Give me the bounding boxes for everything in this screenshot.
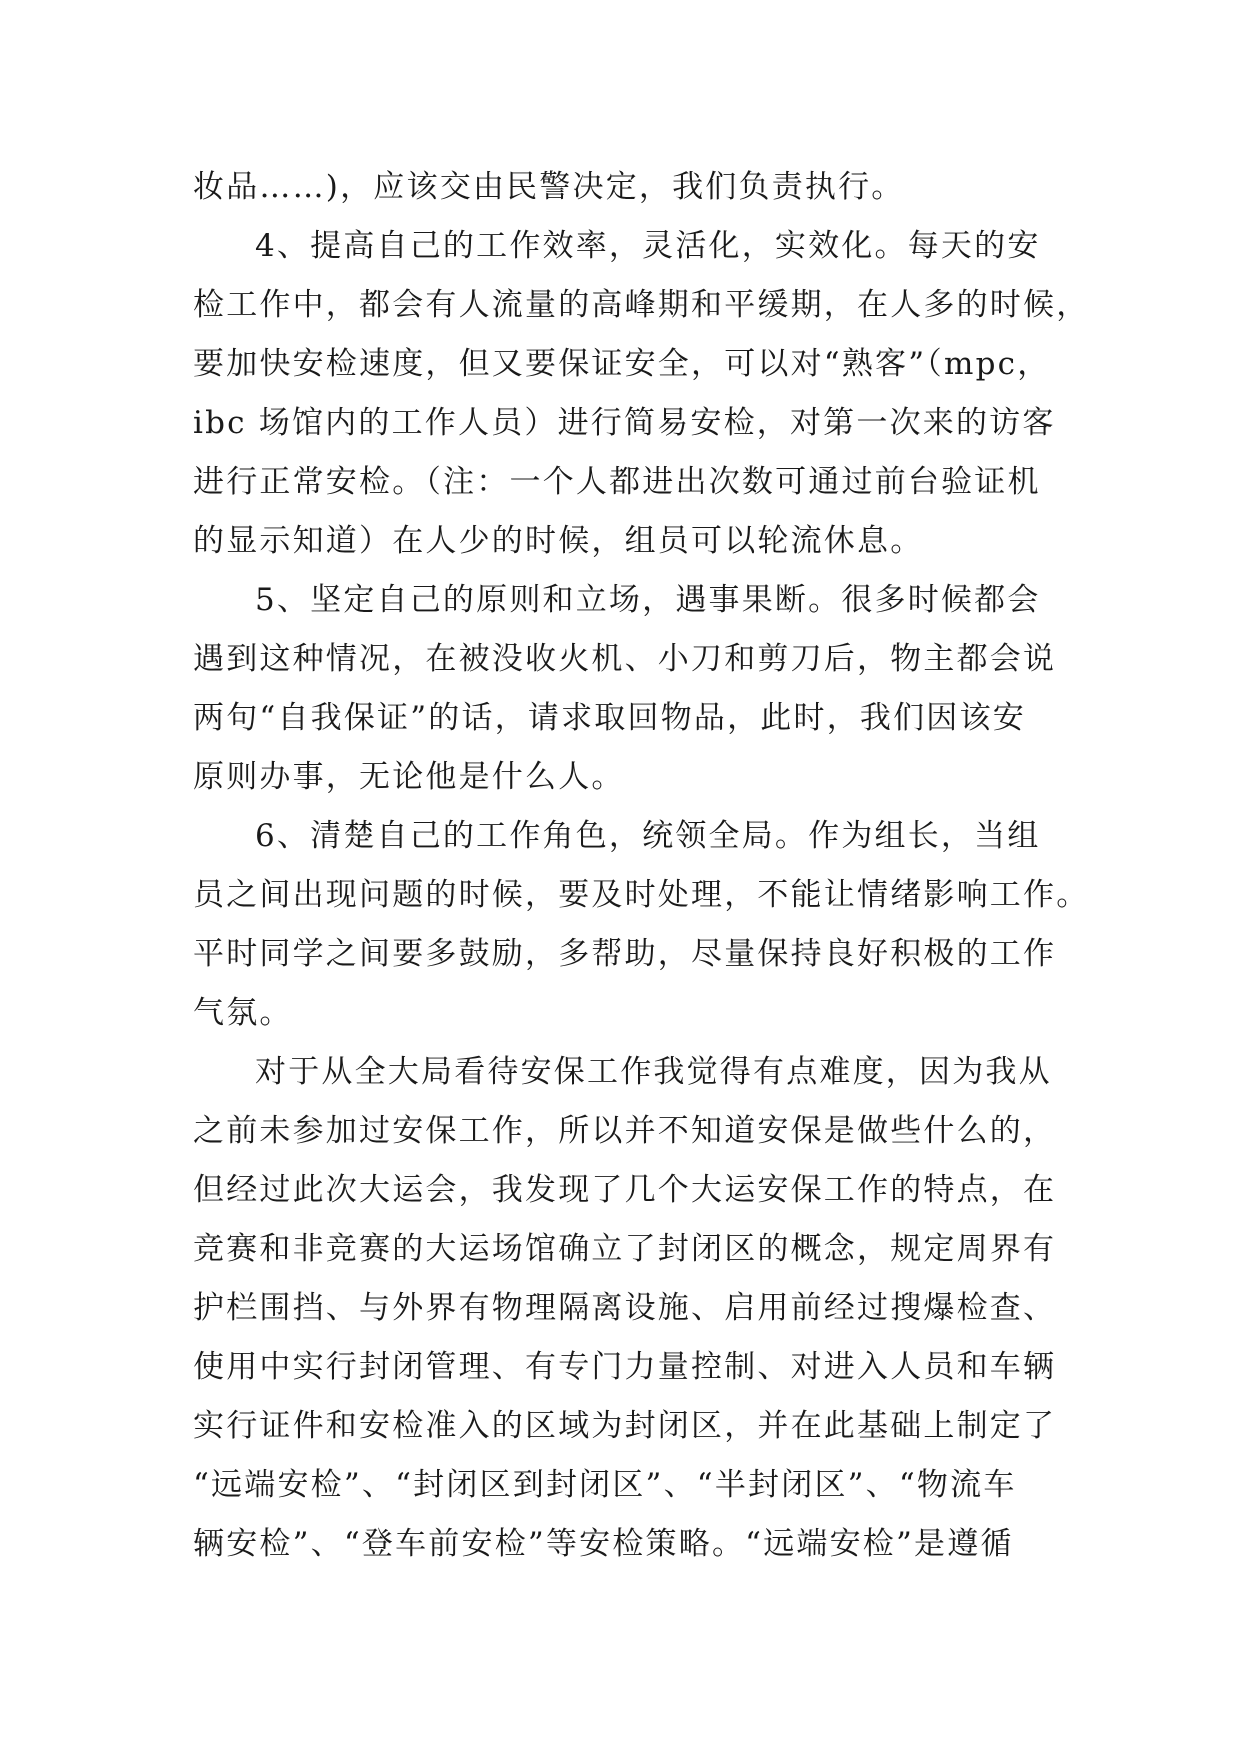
text-line: 竞赛和非竞赛的大运场馆确立了封闭区的概念，规定周界有: [193, 1231, 1057, 1267]
text-line: 但经过此次大运会，我发现了几个大运安保工作的特点，在: [193, 1172, 1057, 1208]
text-line: 5、坚定自己的原则和立场，遇事果断。很多时候都会: [255, 582, 1041, 618]
text-line: 之前未参加过安保工作，所以并不知道安保是做些什么的，: [193, 1113, 1057, 1149]
text-line: ibc 场馆内的工作人员）进行简易安检，对第一次来的访客: [193, 405, 1056, 441]
text-line: 对于从全大局看待安保工作我觉得有点难度，因为我从: [255, 1054, 1052, 1090]
text-line: 辆安检”、“登车前安检”等安检策略。“远端安检”是遵循: [193, 1526, 1014, 1562]
text-line: 实行证件和安检准入的区域为封闭区，并在此基础上制定了: [193, 1408, 1057, 1444]
text-line: 进行正常安检。（注：一个人都进出次数可通过前台验证机: [193, 464, 1041, 500]
text-line: 要加快安检速度，但又要保证安全，可以对“熟客”（mpc，: [193, 346, 1051, 382]
text-line: 气氛。: [193, 995, 293, 1031]
text-line: 使用中实行封闭管理、有专门力量控制、对进入人员和车辆: [193, 1349, 1057, 1385]
text-line: 两句“自我保证”的话，请求取回物品，此时，我们因该安: [193, 700, 1026, 736]
text-line: 6、清楚自己的工作角色，统领全局。作为组长，当组: [255, 818, 1041, 854]
text-line: 原则办事，无论他是什么人。: [193, 759, 625, 795]
text-line: 4、提高自己的工作效率，灵活化，实效化。每天的安: [255, 228, 1041, 264]
document-body: [193, 158, 1090, 1574]
text-line: “远端安检”、“封闭区到封闭区”、“半封闭区”、“物流车: [193, 1467, 1017, 1503]
text-line: 检工作中，都会有人流量的高峰期和平缓期，在人多的时候，: [193, 287, 1090, 323]
text-line: 妆品……)，应该交由民警决定，我们负责执行。: [193, 169, 905, 205]
text-line: 员之间出现问题的时候，要及时处理，不能让情绪影响工作。: [193, 877, 1090, 913]
text-line: 遇到这种情况，在被没收火机、小刀和剪刀后，物主都会说: [193, 641, 1057, 677]
text-line: 护栏围挡、与外界有物理隔离设施、启用前经过搜爆检查、: [193, 1290, 1057, 1326]
text-line: 的显示知道）在人少的时候，组员可以轮流休息。: [193, 523, 924, 559]
text-line: 平时同学之间要多鼓励，多帮助，尽量保持良好积极的工作: [193, 936, 1057, 972]
